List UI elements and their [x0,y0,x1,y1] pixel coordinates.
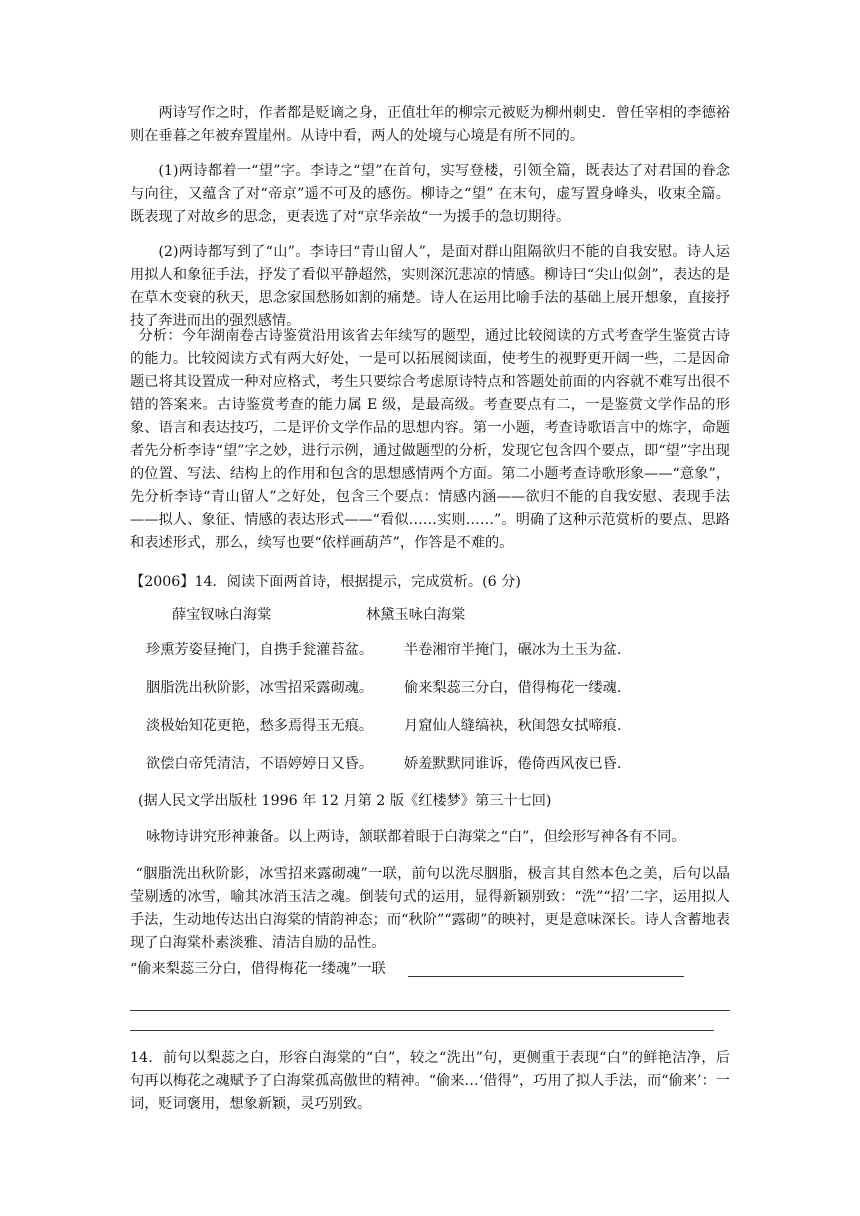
source-citation: (据人民文学出版杜 1996 年 12 月第 2 版《红楼梦》第三十七回) [138,793,552,809]
poem-line-left: 欲偿白帝凭清洁，不语婷婷日又昏。 [146,756,374,772]
poem-line-right: 月窟仙人缝缟袂，秋闺怨女拭啼痕. [404,718,622,734]
poem-line-right: 半卷湘帘半掩门，碾冰为土玉为盆. [404,642,622,658]
paragraph-point-2: (2)两诗都写到了“山”。李诗曰“青山留人”，是面对群山阻隔欲归不能的自我安慰。诗人运用拟人和象征手法，抒发了看似平静超然，实则深沉悲凉的情感。柳诗曰“尖山似剑”，表达的是在草木变衰的秋天，思念家国愁肠如割的痛楚。诗人在运用比喻手法的基础上展开想象，直接抒技了奔进而出的强烈感情。 [130,244,730,329]
poem-row [146,640,746,660]
poem-title-2: 林黛玉咏白海棠 [366,607,466,623]
poem-line-right: 偷来梨蕊三分白，借得梅花一缕魂. [404,680,622,696]
poem-line-right: 娇羞默默同谁诉，倦倚西风夜已昏. [404,756,622,772]
answer-blank-line [130,1030,714,1031]
paragraph-analysis: 分析：今年湖南卷古诗鉴赏沿用该省去年续写的题型，通过比较阅读的方式考查学生鉴赏古诗的能力。比较阅读方式有两大好处，一是可以拓展阅读面，使考生的视野更开阔一些，二是因命题已将其设置成一种对应格式，考生只要综合考虑原诗特点和答题处前面的内容就不难写出很不错的答案来。古诗鉴赏考查的能力属 E 级，是最高级。考查要点有二，一是鉴赏文学作品的形象、语言和表达技巧，二是评价文学作品的思想内容。第一小题，考查诗歌语言中的炼字，命题者先分析李诗“望”字之妙，进行示例，通过做题型的分析，发现它包含四个要点，即“望”字出现的位置、写法、结构上的作用和包含的思想感情两个方面。第二小题考查诗歌形象——“意象”，先分析李诗“青山留人”之好处，包含三个要点：情感内涵——欲归不能的自我安慰、表现手法——拟人、象征、情感的表达形式——“看似……实则……”。明确了这种示范赏析的要点、思路和表述形式，那么，续写也要“依样画葫芦”，作答是不难的。 [130,328,730,551]
answer-blank-line [408,976,684,977]
poem-row [146,716,746,736]
poem-row [146,754,746,774]
poem-title-1: 薛宝钗咏白海棠 [172,607,272,623]
answer-paragraph: 14．前句以梨蕊之白，形容白海棠的“白”，较之“洗出”句，更侧重于表现“白”的鲜艳洁净，后句再以梅花之魂赋予了白海棠孤高傲世的精神。“偷来…‘借得”，巧用了拟人手法，而“偷来’：一词，贬词褒用，想象新颖，灵巧别致。 [130,1050,730,1112]
example-appreciation: “胭脂洗出秋阶影，冰雪招来露砌魂”一联，前句以洗尽胭脂，极言其自然本色之美，后句以晶莹剔透的冰雪，喻其冰消玉洁之魂。倒装句式的运用，显得新颖别致：“洗”“招’二字，运用拟人手法，生动地传达出白海棠的情韵神态；而“秋阶”“露砌”的映衬，更是意味深长。诗人含蓄地表现了白海棠朴素淡雅、清洁自励的品性。 [130,866,730,951]
question-heading: 【2006】14．阅读下面两首诗，根据提示，完成赏析。(6 分) [130,574,521,590]
poem-line-left: 胭脂洗出秋阶影，冰雪招采露砌魂。 [146,680,374,696]
paragraph-point-1: (1)两诗都着一“望”字。李诗之“望”在首句，实写登楼，引领全篇，既表达了对君国的眷念与向往，又蕴含了对“帝京”遥不可及的感伤。柳诗之“望” 在末句，虚写置身峰头，收束全篇。既表现了对故乡的思念，更表选了对“京华亲故“一为援手的急切期待。 [130,163,730,225]
prompt-text: 咏物诗讲究形神兼备。以上两诗，颔联都着眼于白海棠之“白”，但绘形写神各有不同。 [146,829,686,845]
poem-line-left: 珍熏芳姿昼掩门，自携手瓮灌苔盆。 [146,642,374,658]
poem-line-left: 淡极始知花更艳，愁多焉得玉无痕。 [146,718,374,734]
paragraph-intro: 两诗写作之时，作者都是贬谪之身，正值壮年的柳宗元被贬为柳州刺史．曾任宰相的李德裕则在垂暮之年被弃置崖州。从诗中看，两人的处境与心境是有所不同的。 [130,105,730,144]
poem-row [146,678,746,698]
fill-in-prompt: “偷来梨蕊三分白，借得梅花一缕魂”一联 [130,961,386,977]
answer-blank-line [130,1010,730,1011]
